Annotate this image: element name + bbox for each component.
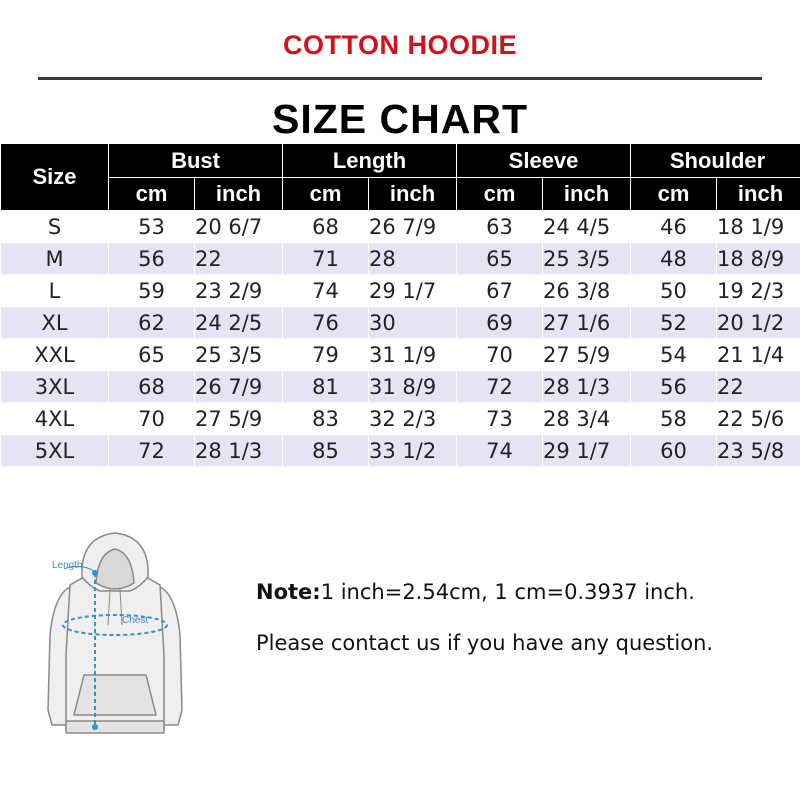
- size-cell: XL: [1, 307, 108, 338]
- inch-cell: 32 2/3: [369, 403, 456, 434]
- cm-cell: 70: [109, 403, 194, 434]
- hoodie-diagram-icon: [40, 525, 190, 800]
- cm-cell: 67: [457, 275, 542, 306]
- table-row: [1, 243, 800, 274]
- unit-header-shoulder-inch: inch: [717, 178, 800, 210]
- inch-cell: 18 1/9: [717, 211, 800, 242]
- cm-cell: 81: [283, 371, 368, 402]
- inch-cell: 22: [195, 243, 282, 274]
- column-group-shoulder: Shoulder: [631, 144, 800, 177]
- cm-cell: 74: [457, 435, 542, 466]
- cm-cell: 48: [631, 243, 716, 274]
- unit-header-length-inch: inch: [369, 178, 456, 210]
- cm-cell: 56: [109, 243, 194, 274]
- unit-header-bust-cm: cm: [109, 178, 194, 210]
- size-cell: L: [1, 275, 108, 306]
- header-unit-row: [1, 178, 800, 210]
- inch-cell: 23 5/8: [717, 435, 800, 466]
- inch-cell: 27 5/9: [543, 339, 630, 370]
- inch-cell: 22: [717, 371, 800, 402]
- cm-cell: 83: [283, 403, 368, 434]
- inch-cell: 26 7/9: [195, 371, 282, 402]
- cm-cell: 69: [457, 307, 542, 338]
- inch-cell: 20 1/2: [717, 307, 800, 338]
- column-header-size: Size: [1, 144, 108, 210]
- size-cell: S: [1, 211, 108, 242]
- cm-cell: 73: [457, 403, 542, 434]
- table-header: [1, 144, 800, 210]
- inch-cell: 33 1/2: [369, 435, 456, 466]
- inch-cell: 21 1/4: [717, 339, 800, 370]
- cm-cell: 72: [109, 435, 194, 466]
- cm-cell: 60: [631, 435, 716, 466]
- inch-cell: 31 1/9: [369, 339, 456, 370]
- cm-cell: 46: [631, 211, 716, 242]
- inch-cell: 28 3/4: [543, 403, 630, 434]
- cm-cell: 56: [631, 371, 716, 402]
- table-row: [1, 275, 800, 306]
- inch-cell: 20 6/7: [195, 211, 282, 242]
- table-row: [1, 339, 800, 370]
- table-row: [1, 211, 800, 242]
- title-divider: [38, 77, 762, 80]
- unit-header-sleeve-cm: cm: [457, 178, 542, 210]
- table-row: [1, 403, 800, 434]
- size-cell: 4XL: [1, 403, 108, 434]
- inch-cell: 22 5/6: [717, 403, 800, 434]
- contact-text: Please contact us if you have any question.: [256, 631, 714, 655]
- table-row: [1, 307, 800, 338]
- cm-cell: 76: [283, 307, 368, 338]
- table-row: [1, 371, 800, 402]
- unit-header-length-cm: cm: [283, 178, 368, 210]
- inch-cell: 28 1/3: [543, 371, 630, 402]
- inch-cell: 28: [369, 243, 456, 274]
- inch-cell: 29 1/7: [543, 435, 630, 466]
- inch-cell: 24 4/5: [543, 211, 630, 242]
- cm-cell: 52: [631, 307, 716, 338]
- cm-cell: 54: [631, 339, 716, 370]
- length-label: Length: [52, 560, 83, 571]
- cm-cell: 62: [109, 307, 194, 338]
- cm-cell: 70: [457, 339, 542, 370]
- cm-cell: 68: [109, 371, 194, 402]
- column-group-bust: Bust: [109, 144, 282, 177]
- cm-cell: 50: [631, 275, 716, 306]
- cm-cell: 71: [283, 243, 368, 274]
- inch-cell: 29 1/7: [369, 275, 456, 306]
- unit-header-shoulder-cm: cm: [631, 178, 716, 210]
- size-cell: XXL: [1, 339, 108, 370]
- inch-cell: 18 8/9: [717, 243, 800, 274]
- chest-label: Chest: [122, 615, 149, 626]
- cm-cell: 68: [283, 211, 368, 242]
- conversion-note: [256, 580, 695, 604]
- size-cell: 5XL: [1, 435, 108, 466]
- cm-cell: 65: [109, 339, 194, 370]
- column-group-sleeve: Sleeve: [457, 144, 630, 177]
- header-group-row: [1, 144, 800, 177]
- inch-cell: 23 2/9: [195, 275, 282, 306]
- page-title: SIZE CHART: [272, 96, 528, 142]
- inch-cell: 19 2/3: [717, 275, 800, 306]
- column-group-length: Length: [283, 144, 456, 177]
- unit-header-bust-inch: inch: [195, 178, 282, 210]
- inch-cell: 27 5/9: [195, 403, 282, 434]
- note-text: 1 inch=2.54cm, 1 cm=0.3937 inch.: [320, 580, 695, 604]
- table-body: [1, 211, 800, 466]
- size-cell: M: [1, 243, 108, 274]
- inch-cell: 24 2/5: [195, 307, 282, 338]
- cm-cell: 63: [457, 211, 542, 242]
- size-cell: 3XL: [1, 371, 108, 402]
- note-label: Note:: [256, 580, 321, 604]
- cm-cell: 79: [283, 339, 368, 370]
- cm-cell: 65: [457, 243, 542, 274]
- table-row: [1, 435, 800, 466]
- inch-cell: 26 7/9: [369, 211, 456, 242]
- inch-cell: 31 8/9: [369, 371, 456, 402]
- cm-cell: 53: [109, 211, 194, 242]
- inch-cell: 28 1/3: [195, 435, 282, 466]
- inch-cell: 25 3/5: [543, 243, 630, 274]
- brand-title: COTTON HOODIE: [282, 30, 517, 60]
- cm-cell: 74: [283, 275, 368, 306]
- size-chart-table: [0, 143, 800, 467]
- inch-cell: 26 3/8: [543, 275, 630, 306]
- unit-header-sleeve-inch: inch: [543, 178, 630, 210]
- cm-cell: 58: [631, 403, 716, 434]
- inch-cell: 30: [369, 307, 456, 338]
- cm-cell: 59: [109, 275, 194, 306]
- inch-cell: 25 3/5: [195, 339, 282, 370]
- cm-cell: 85: [283, 435, 368, 466]
- cm-cell: 72: [457, 371, 542, 402]
- inch-cell: 27 1/6: [543, 307, 630, 338]
